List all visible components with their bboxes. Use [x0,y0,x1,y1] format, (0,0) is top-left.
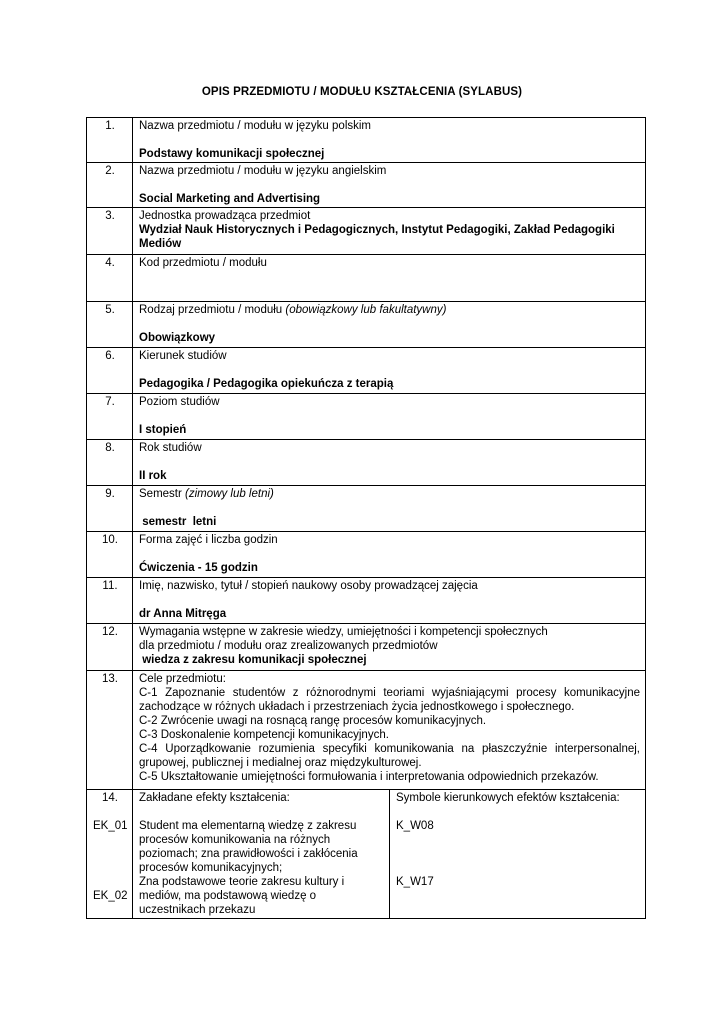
course-type: Obowiązkowy [139,332,216,344]
row-label: Rok studiów [139,442,202,454]
table-row [87,532,646,578]
table-row [87,302,646,348]
row-content [133,578,646,624]
row-number: 12. [87,624,133,671]
goal-item: C-2 Zwrócenie uwagi na rosnącą rangę procesów komunikacyjnych. [139,715,487,727]
instructor: dr Anna Mitręga [139,608,227,620]
row-label: Wymagania wstępne w zakresie wiedzy, umiejętności i kompetencji społecznych [139,626,548,638]
row-content [133,118,646,163]
document-title: OPIS PRZEDMIOTU / MODUŁU KSZTAŁCENIA (SYLABUS) [201,86,523,98]
table-row [87,163,646,208]
effect-code: EK_01 [93,820,128,832]
row-label: Nazwa przedmiotu / modułu w języku angielskim [139,165,387,177]
row-label: Imię, nazwisko, tytuł / stopień naukowy osoby prowadzącej zajęcia [139,580,478,592]
table-row [87,486,646,532]
goal-item: C-1 Zapoznanie studentów z różnorodnymi teoriami wyjaśniającymi procesy komunikacyjne zachodzące w różnych układach i przestrzeniach życia jednostkowego i społecznego. [139,687,641,713]
row-content [133,486,646,532]
row-label: Jednostka prowadząca przedmiot [139,210,311,222]
row-label: Kod przedmiotu / modułu [139,257,267,269]
table-row [87,348,646,394]
row-number: 6. [87,348,133,394]
row-content [133,255,646,302]
row-content [133,394,646,440]
row-content [133,302,646,348]
row-label: Forma zajęć i liczba godzin [139,534,278,546]
table-row [87,671,646,790]
row-number: 7. [87,394,133,440]
effects-header-right: Symbole kierunkowych efektów kształcenia: [396,792,620,804]
effect-symbol: K_W17 [396,876,434,888]
row-number: 8. [87,440,133,486]
row-label: Rodzaj przedmiotu / modułu [139,304,283,316]
row-content [133,532,646,578]
row-label: Kierunek studiów [139,350,227,362]
syllabus-table [86,117,646,919]
effects-numbers [87,790,133,919]
field-of-study: Pedagogika / Pedagogika opiekuńcza z terapią [139,378,394,390]
course-name-pl: Podstawy komunikacji społecznej [139,148,325,160]
goal-item: C-5 Ukształtowanie umiejętności formułowania i interpretowania odpowiednich przekazów. [139,771,599,783]
row-number: 2. [87,163,133,208]
row-number: 9. [87,486,133,532]
table-row [87,118,646,163]
row-number: 4. [87,255,133,302]
row-content [133,208,646,255]
row-content [133,348,646,394]
goal-item: C-4 Uporządkowanie rozumienia specyfiki komunikowania na płaszczyźnie interpersonalnej, grupowej, publicznej i medialnej oraz międzykulturowej. [139,743,641,769]
row-label: Poziom studiów [139,396,220,408]
effects-descriptions [133,790,390,919]
row-number: 11. [87,578,133,624]
goal-item: C-3 Doskonalenie kompetencji komunikacyjnych. [139,729,389,741]
table-row [87,394,646,440]
row-number: 13. [87,671,133,790]
row-label-note: (zimowy lub letni) [185,488,274,500]
table-row [87,624,646,671]
row-content [133,163,646,208]
effect-description: Zna podstawowe teorie zakresu kultury i mediów, ma podstawową wiedzę o uczestnikach przekazu [139,876,345,916]
table-row [87,440,646,486]
study-level: I stopień [139,424,187,436]
row-label: Semestr [139,488,182,500]
row-content [133,440,646,486]
course-goals [133,671,646,790]
effect-description: Student ma elementarną wiedzę z zakresu procesów komunikowania na różnych poziomach; zna prawidłowości i zakłócenia procesów komunikacyjnych; [139,820,358,874]
effects-header-left: Zakładane efekty kształcenia: [139,792,290,804]
table-row [87,790,646,919]
effect-symbol: K_W08 [396,820,434,832]
row-label: dla przedmiotu / modułu oraz zrealizowanych przedmiotów [139,640,438,652]
goals-label: Cele przedmiotu: [139,673,226,685]
table-row [87,208,646,255]
table-row [87,578,646,624]
table-row [87,255,646,302]
study-year: II rok [139,470,167,482]
class-form-hours: Ćwiczenia - 15 godzin [139,562,258,574]
row-label-note: (obowiązkowy lub fakultatywny) [285,304,447,316]
row-label: Nazwa przedmiotu / modułu w języku polskim [139,120,372,132]
row-number: 5. [87,302,133,348]
teaching-unit: Wydział Nauk Historycznych i Pedagogicznych, Instytut Pedagogiki, Zakład Pedagogiki Mediów [139,224,615,250]
semester: semestr letni [139,516,217,528]
row-number: 14. [102,792,118,804]
effects-symbols [390,790,646,919]
row-number: 1. [87,118,133,163]
prerequisites: wiedza z zakresu komunikacji społecznej [139,654,367,666]
effect-code: EK_02 [93,890,128,902]
row-number: 3. [87,208,133,255]
row-number: 10. [87,532,133,578]
course-name-en: Social Marketing and Advertising [139,193,321,205]
row-content [133,624,646,671]
